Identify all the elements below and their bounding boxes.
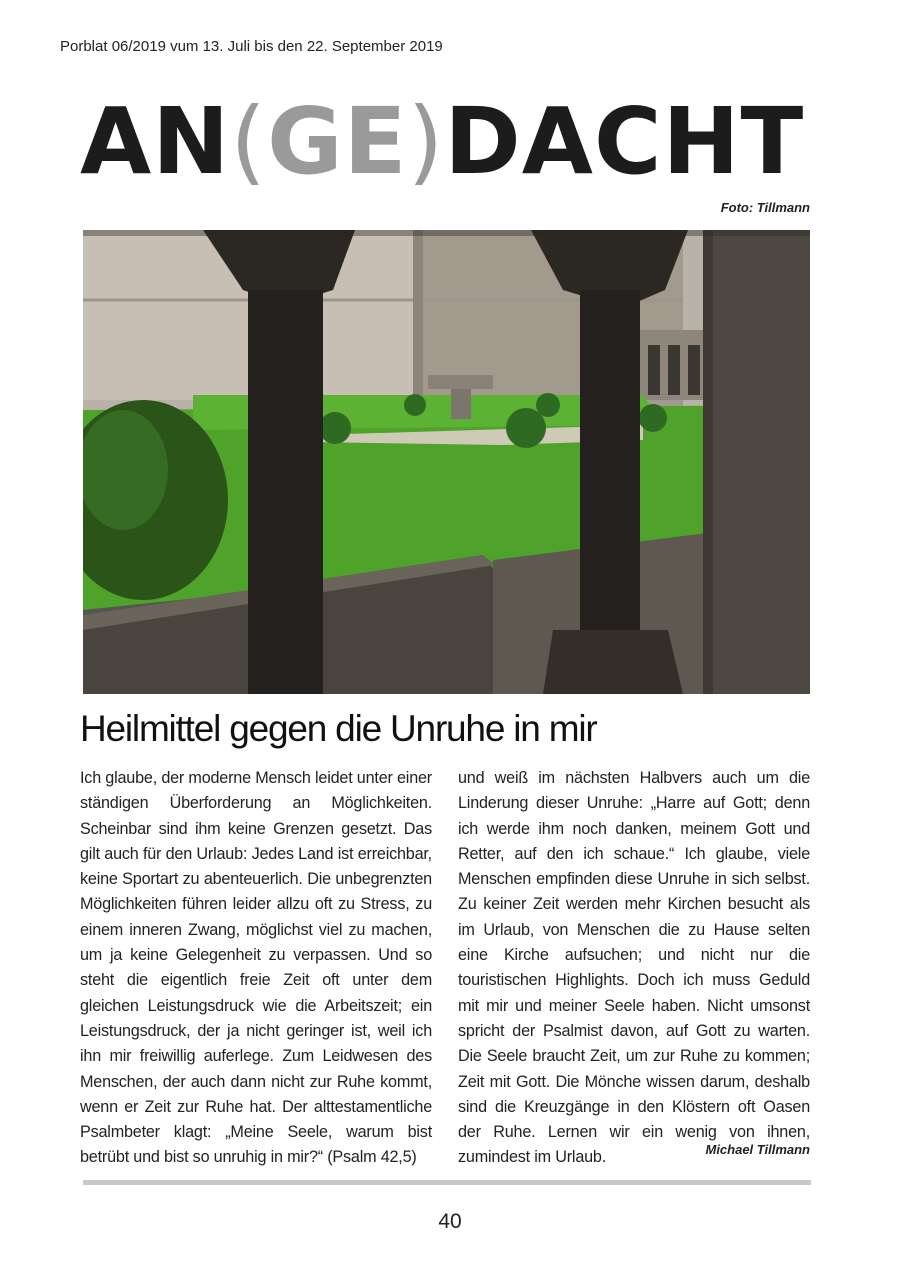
section-logo [80, 88, 805, 195]
photo-credit: Foto: Tillmann [720, 200, 810, 215]
article-column-left: Ich glaube, der moderne Mensch leidet unter einer ständigen Überforderung an Möglichkeiten. Scheinbar sind ihm keine Grenzen gesetzt. Das gilt auch für den Urlaub: Jedes Land ist erreichbar, keine Sportart zu abenteuerlich. Die unbegrenzten Möglichkeiten führen leider allzu oft zu Stress, zu einem inneren Zwang, möglichst viel zu machen, um ja keine Gelegenheit zu verpassen. Und so steht die eigentlich freie Zeit oft unter dem gleichen Leistungsdruck wie die Arbeitszeit; ein Leistungsdruck, der ja nicht geringer ist, weil ich ihn mir freiwillig auferlege. Zum Leidwesen des Menschen, der auch dann nicht zur Ruhe kommt, wenn er Zeit zur Ruhe hat. Der alttestamentliche Psalmbeter klagt: „Meine Seele, warum bist betrübt und bist so unruhig in mir?“ (Psalm 42,5) [80, 769, 432, 1167]
logo-part-an: AN [80, 88, 231, 195]
logo-part-dacht: DACHT [444, 88, 805, 195]
logo-open-paren: ( [230, 88, 268, 195]
cloister-illustration [83, 230, 810, 694]
logo-close-paren: ) [407, 88, 445, 195]
footer-divider [83, 1180, 811, 1185]
cloister-photo [83, 230, 810, 694]
article-author: Michael Tillmann [705, 1142, 810, 1157]
article-column-right: und weiß im nächsten Halbvers auch um die Linderung dieser Unruhe: „Harre auf Gott; denn ich werde ihm noch danken, meinem Gott und Retter, auf den ich schaue.“ Ich glaube, viele Menschen empfinden diese Unruhe in sich selbst. Zu keiner Zeit werden mehr Kirchen besucht als im Urlaub, von Menschen die zu Hause selten eine Kirche aufsuchen; und nicht nur die touristischen Highlights. Doch ich muss Geduld mit mir und meiner Seele haben. Nicht umsonst spricht der Psalmist davon, auf Gott zu warten. Die Seele braucht Zeit, um zur Ruhe zu kommen; Zeit mit Gott. Die Mönche wissen darum, deshalb sind die Kreuzgänge in den Klöstern oft Oasen der Ruhe. Lernen wir ein wenig von ihnen, zumindest im Urlaub. [458, 769, 810, 1167]
page-number: 40 [438, 1210, 462, 1233]
logo-part-ge: GE [267, 88, 408, 195]
issue-line: Porblat 06/2019 vum 13. Juli bis den 22. September 2019 [60, 38, 443, 55]
article-headline: Heilmittel gegen die Unruhe in mir [80, 708, 597, 749]
